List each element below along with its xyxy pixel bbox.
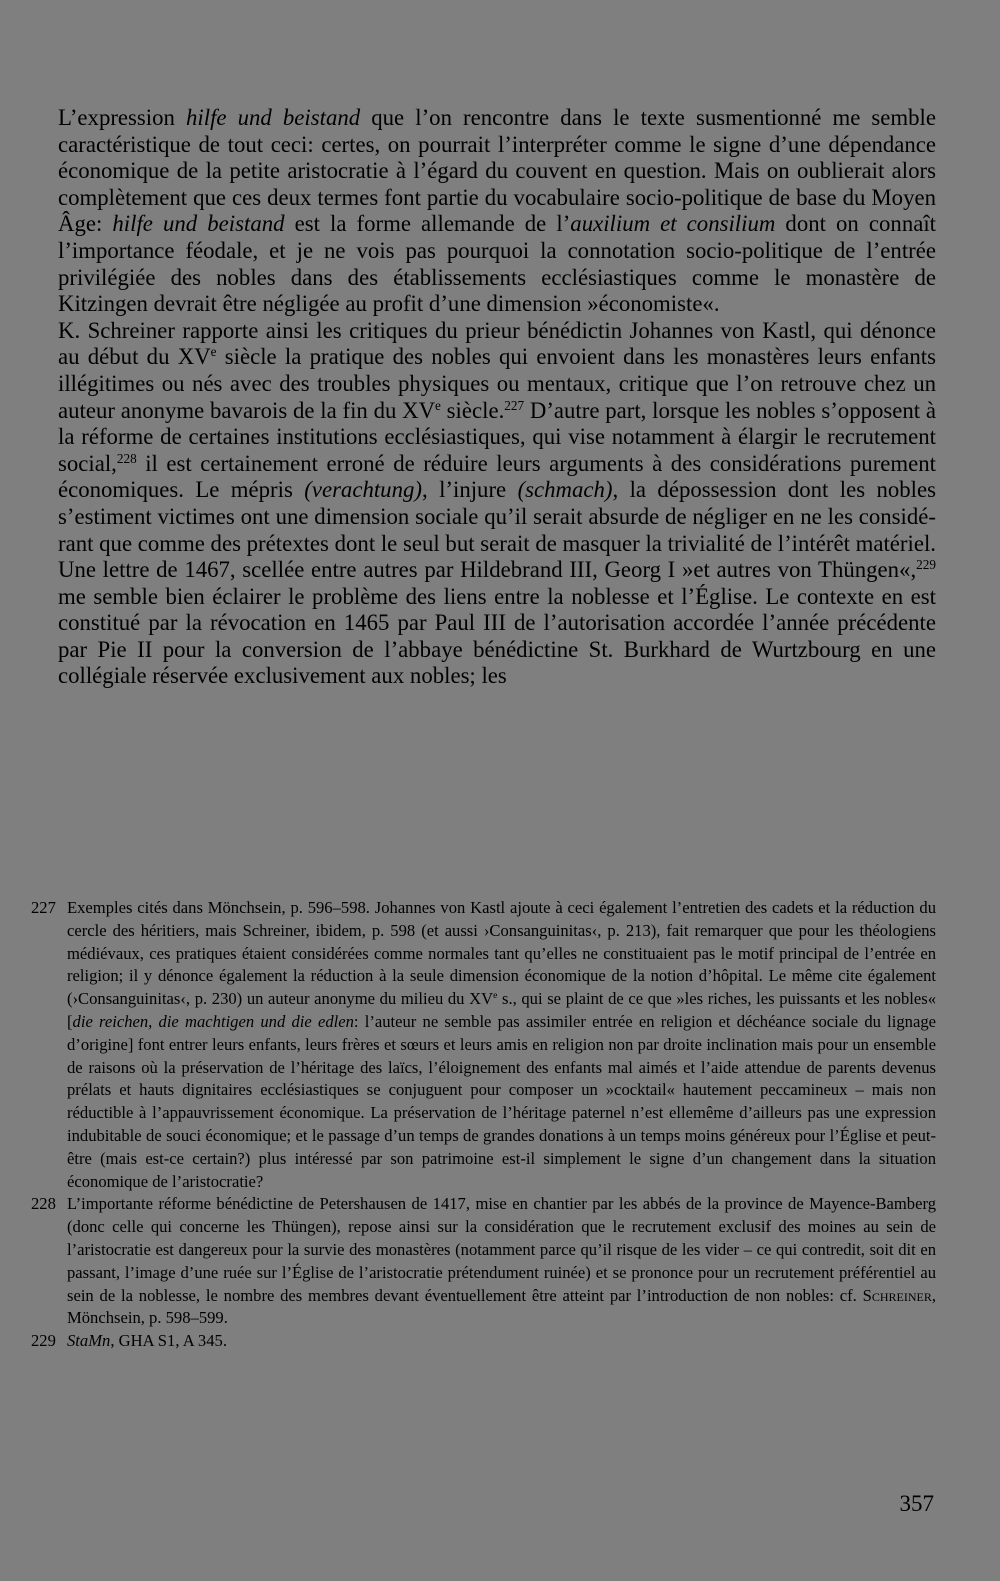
italic-text: auxilium et consilium	[570, 211, 776, 237]
text-run: L’expression	[58, 105, 187, 130]
footnote-number: 229	[31, 1331, 56, 1351]
paragraph	[58, 105, 936, 318]
text-run: , Mönchsein, p. 598–599.	[67, 1285, 936, 1328]
text-run: Exemples cités dans Mönchsein, p. 596–598. Johannes von Kastl ajoute à ceci également l’entretien des cadets et la réduction du cercle des héritiers, mais Schreiner, ibidem, p. 598 (et aussi ›Consanguinitas‹, p. 213), fait remarquer que pour les théologiens médiévaux, ces pratiques étaient considérées comme normales tant qu’elles ne constituaient pas le motif principal de l’entrée en religion; il y dénonce également la réduction à la seule dimension économique de la notion d’hôpital. Le même cite également (›Consanguinitas‹, p. 230) un auteur anonyme du milieu du XV	[67, 898, 936, 1009]
text-run: Une lettre de 1467, scellée entre autres par Hildebrand III, Georg I »et autres von Thüngen«,	[58, 557, 917, 583]
footnote	[31, 1330, 936, 1353]
text-run: : l’auteur ne semble pas assimiler entrée en religion et déchéance sociale du lignage d’origine] font entrer leurs enfants, leurs frères et sœurs et leurs amis en religion non par droite inclination mais pour un ensemble de raisons où la préservation de l’héritage des laïcs, l’éloignement des enfants mal aimés et l’aide attendue de parents devenus prélats et hauts dignitaires ecclésiastiques se conjuguent pour composer un »cocktail« hautement peccamineux – mais non réductible à l’appauvrissement économique. La préservation de l’héritage paternel n’est ellemême d’ailleurs pas une expression indubitable de souci économique; et le passage d’un temps de grandes donations à un temps moins généreux pour l’Église et peut-être (mais est-ce certain?) plus intéressé par son patrimoine est-il simplement le signe d’un changement dans la situation économique de l’aristocratie?	[67, 1011, 936, 1191]
superscript: e	[435, 397, 441, 413]
text-run: , l’injure	[421, 477, 518, 503]
text-run: que l’on rencontre dans le texte susmentionné me semble caractéristique de tout ceci: certes, on pourrait l’interpréter comme le signe d’une dépendance économique de la petite aristocratie à l’égard du couvent en question. Mais on oublierait alors complètement que ces deux termes font partie du vocabulaire socio-politique de base du Moyen Âge:	[58, 105, 936, 237]
text-run: s., qui se plaint de ce que »les riches, les puissants et les nobles« [	[67, 989, 937, 1031]
italic-text: StaMn	[67, 1331, 111, 1351]
footnote-number: 228	[31, 1194, 56, 1214]
text-run: Schreiner	[862, 1285, 932, 1305]
text-run: siècle.	[440, 397, 505, 423]
text-run: , la dépossession dont les nobles s’estiment victimes ont une dimension sociale qu’il serait absurde de négliger en ne les considérant que comme des prétextes dont le seul but serait de masquer la trivialité de l’intérêt matériel.	[58, 477, 937, 556]
text-run: est la forme allemande de l’	[284, 211, 571, 237]
superscript: 227	[504, 397, 525, 413]
main-text	[58, 105, 936, 690]
text-run: , GHA S1, A 345.	[110, 1331, 227, 1351]
italic-text: die reichen, die machtigen und die edlen	[72, 1011, 354, 1031]
italic-text: hilfe und beistand	[186, 105, 361, 130]
text-run: K. Schreiner rapporte ainsi les critiques du prieur bénédictin Johannes von Kastl, qui dénonce au début du XV	[58, 317, 936, 370]
italic-text: (verachtung)	[304, 477, 422, 503]
text-run: me semble bien éclairer le problème des liens entre la noblesse et l’Église. Le contexte en est constitué par la révocation en 1465 par Paul III de l’autorisation accordée l’année précédente par Pie II pour la conversion de l’abbaye bénédictine St. Burkhard de Wurtzbourg en une collégiale réservée exclusivement aux nobles; les	[58, 583, 936, 689]
superscript: e	[493, 990, 498, 1002]
text-run: L’importante réforme bénédictine de Petershausen de 1417, mise en chantier par les abbés de la province de Mayence-Bamberg (donc celle qui concerne les Thüngen), repose ainsi sur la considération que le recrutement exclusif des moines au sein de l’aristocratie est dangereux pour la survie des monastères (notamment parce qu’il risque de les vider – ce qui contredit, soit dit en passant, l’image d’une ruée sur l’Église de l’aristocratie prétendument ruinée) et se prononce pour un recrutement préférentiel au sein de la noblesse, le nombre des membres devant éventuellement être atteint par l’introduction de non nobles: cf.	[67, 1194, 936, 1305]
superscript: 228	[116, 450, 137, 466]
text-run: dont on connaît l’importance féodale, et je ne vois pas pourquoi la connotation socio-politique de l’entrée privilégiée des nobles dans des établissements ecclésiastiques comme le monastère de Kitzingen devrait être négligée au profit d’une dimension »économiste«.	[58, 211, 936, 317]
footnotes	[31, 897, 936, 1353]
footnote	[31, 897, 936, 1193]
footnote	[31, 1193, 936, 1330]
italic-text: (schmach)	[517, 477, 613, 503]
italic-text: hilfe und beistand	[112, 211, 285, 237]
text-run: siècle la pratique des nobles qui envoient dans les monastères leurs enfants illégitimes ou nés avec des troubles physiques ou mentaux, critique que l’on retrouve chez un auteur anonyme bavarois de la fin du XV	[58, 344, 936, 423]
page-number: 357	[899, 1491, 934, 1516]
footnote-number: 227	[31, 898, 56, 917]
paragraph	[58, 318, 936, 557]
superscript: 229	[916, 556, 936, 572]
text-run: D’autre part, lorsque les nobles s’opposent à la réforme de certaines institutions ecclésiastiques, qui vise notamment à élargir le recrutement social,	[58, 397, 936, 476]
superscript: e	[210, 344, 217, 360]
paragraph	[58, 557, 936, 690]
text-run: il est certainement erroné de réduire leurs arguments à des considérations purement économiques. Le mépris	[58, 450, 936, 503]
